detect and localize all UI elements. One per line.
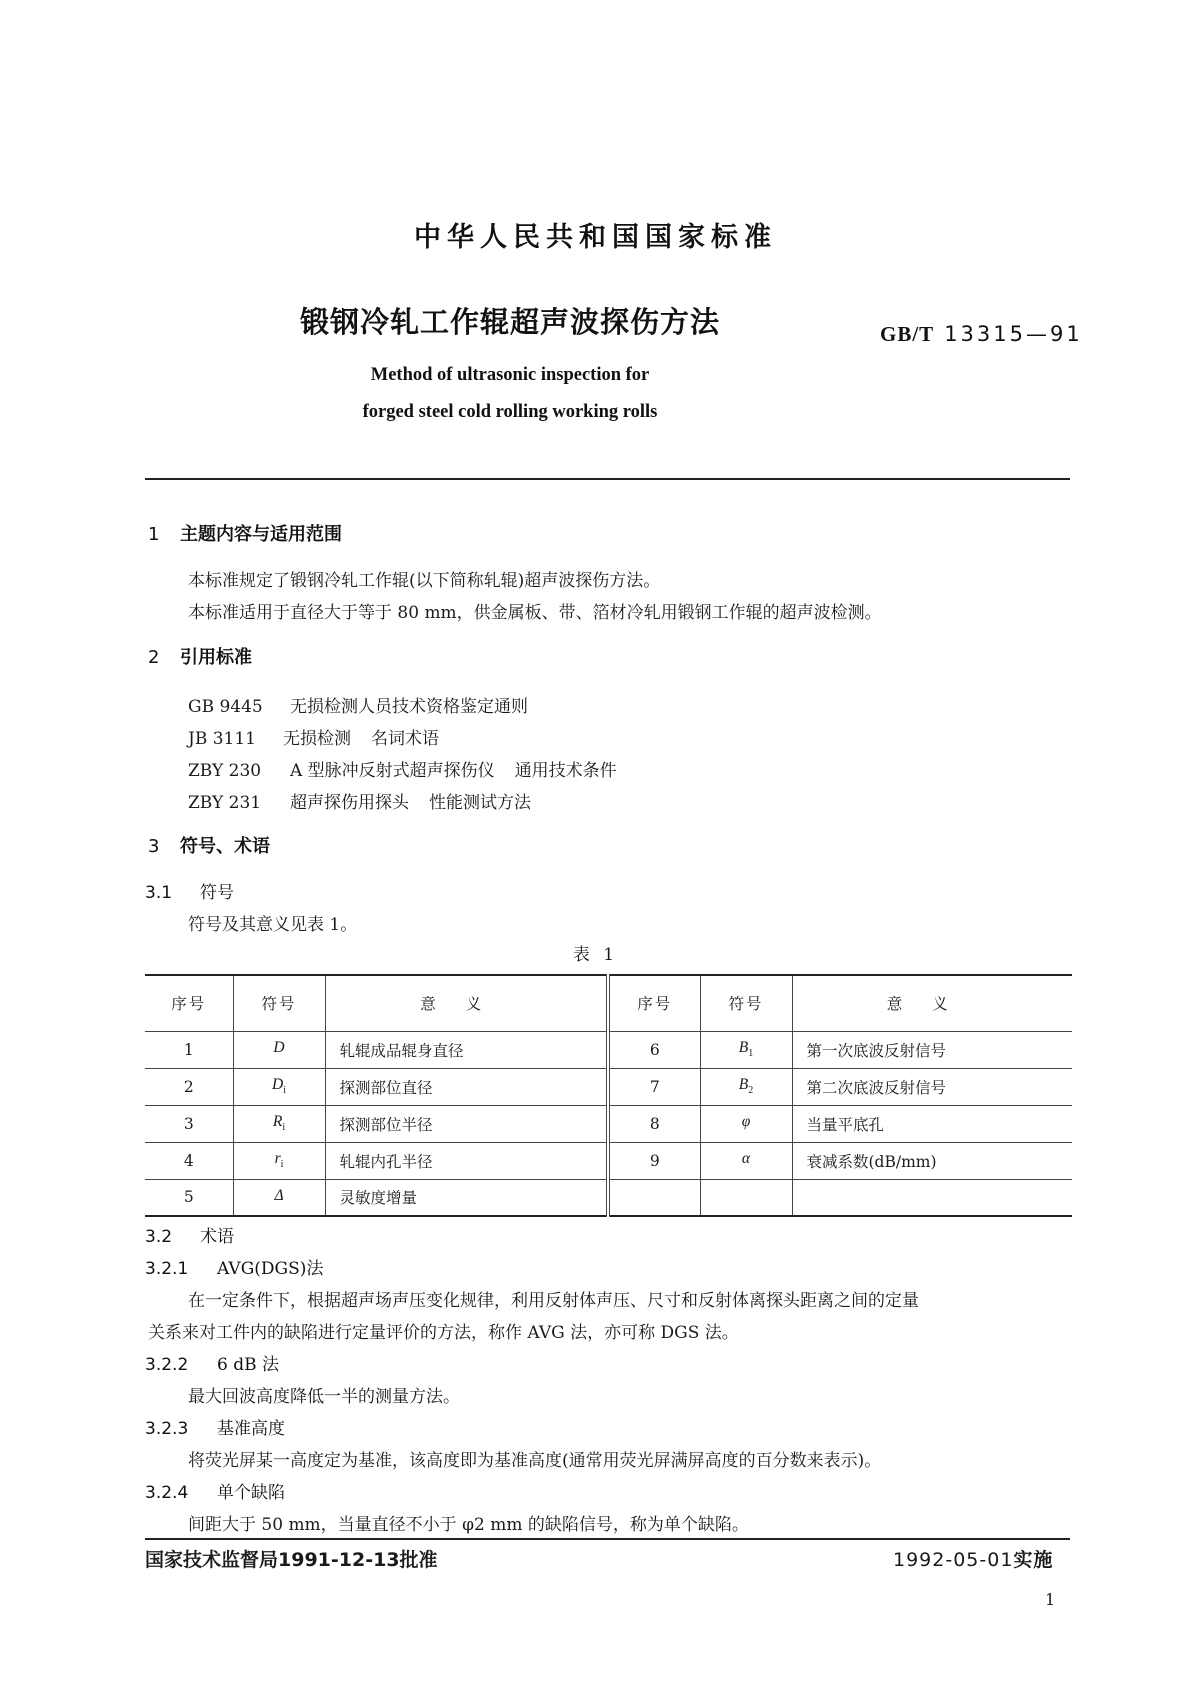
standard-code: 13315—91	[944, 322, 1083, 346]
section-title: 引用标准	[180, 647, 252, 668]
subsection-title: 符号	[200, 883, 234, 903]
title-english-line2: forged steel cold rolling working rolls	[362, 402, 658, 422]
table-caption: 表 1	[572, 945, 619, 965]
section-number: 3	[148, 836, 160, 857]
reference-name: 无损检测人员技术资格鉴定通则	[290, 697, 528, 717]
approval-line: 国家技术监督局1991-12-13批准	[145, 1549, 438, 1571]
section-title: 主题内容与适用范围	[180, 524, 342, 545]
footer-divider	[145, 1538, 1070, 1540]
section-number: 1	[148, 524, 160, 545]
section-2-heading	[148, 643, 252, 669]
cell-meaning: 衰减系数(dB/mm)	[792, 1142, 1072, 1179]
reference-item	[188, 756, 617, 781]
subsection-3-2-1-text-line1: 在一定条件下，根据超声场声压变化规律，利用反射体声压、尺寸和反射体离探头距离之间的定量	[188, 1291, 919, 1311]
subsection-number: 3.2.2	[145, 1355, 189, 1375]
standard-number	[880, 322, 1083, 347]
cell-index: 4	[145, 1142, 233, 1179]
title-chinese: 锻钢冷轧工作辊超声波探伤方法	[300, 305, 721, 339]
page-number: 1	[1045, 1590, 1056, 1609]
section-1-paragraph-1: 本标准规定了锻钢冷轧工作辊(以下简称轧辊)超声波探伤方法。	[188, 571, 661, 591]
table-row	[145, 1105, 1072, 1142]
reference-item	[188, 692, 528, 717]
reference-extra: 名词术语	[371, 729, 439, 749]
subsection-title: AVG(DGS)法	[217, 1259, 324, 1279]
cell-meaning: 探测部位半径	[325, 1105, 608, 1142]
subsection-title: 6 dB 法	[217, 1355, 279, 1375]
table-row	[145, 1142, 1072, 1179]
cell-index: 6	[608, 1031, 700, 1068]
reference-item	[188, 788, 531, 813]
cell-index: 9	[608, 1142, 700, 1179]
subsection-3-2-3-text: 将荧光屏某一高度定为基准，该高度即为基准高度(通常用荧光屏满屏高度的百分数来表示)。	[188, 1451, 882, 1471]
header-divider	[145, 478, 1070, 480]
section-number: 2	[148, 647, 160, 668]
cell-index: 1	[145, 1031, 233, 1068]
cell-symbol: $B_2$	[700, 1068, 792, 1105]
header-symbol: 符号	[233, 975, 325, 1031]
cell-symbol: $B_1$	[700, 1031, 792, 1068]
subsection-3-2-4-text: 间距大于 50 mm，当量直径不小于 φ2 mm 的缺陷信号，称为单个缺陷。	[188, 1515, 749, 1535]
reference-code: ZBY 231	[188, 793, 262, 813]
cell-meaning: 第二次底波反射信号	[792, 1068, 1072, 1105]
subsection-3-2-heading	[145, 1222, 234, 1247]
title-english-line1: Method of ultrasonic inspection for	[370, 365, 650, 385]
section-3-heading	[148, 832, 270, 858]
reference-name: 无损检测	[283, 729, 351, 749]
cell-meaning: 轧辊内孔半径	[325, 1142, 608, 1179]
header-symbol: 符号	[700, 975, 792, 1031]
cell-symbol: φ	[700, 1105, 792, 1142]
cell-meaning: 第一次底波反射信号	[792, 1031, 1072, 1068]
reference-extra: 性能测试方法	[429, 793, 531, 813]
cell-symbol: Δ	[233, 1179, 325, 1216]
header-meaning: 意义	[792, 975, 1072, 1031]
table-row	[145, 1179, 1072, 1216]
header-index: 序号	[608, 975, 700, 1031]
cell-meaning: 轧辊成品辊身直径	[325, 1031, 608, 1068]
reference-name: A 型脉冲反射式超声探伤仪	[290, 761, 495, 781]
subsection-title: 单个缺陷	[217, 1483, 285, 1503]
subsection-3-2-2-heading	[145, 1350, 279, 1375]
cell-index: 7	[608, 1068, 700, 1105]
cell-symbol	[700, 1179, 792, 1216]
effective-line	[893, 1545, 1053, 1572]
cell-index: 2	[145, 1068, 233, 1105]
standard-prefix: GB/T	[880, 322, 935, 346]
reference-item	[188, 724, 439, 749]
effective-date: 1992-05-01	[893, 1549, 1014, 1571]
cell-symbol: α	[700, 1142, 792, 1179]
subsection-3-2-1-heading	[145, 1254, 323, 1279]
subsection-3-1-heading	[145, 878, 234, 903]
cell-symbol: D	[233, 1031, 325, 1068]
reference-name: 超声探伤用探头	[290, 793, 409, 813]
table-row	[145, 1068, 1072, 1105]
cell-meaning: 探测部位直径	[325, 1068, 608, 1105]
reference-code: JB 3111	[188, 729, 256, 749]
cell-index: 3	[145, 1105, 233, 1142]
table-row	[145, 1031, 1072, 1068]
subsection-number: 3.1	[145, 883, 173, 903]
reference-code: ZBY 230	[188, 761, 262, 781]
subsection-3-2-4-heading	[145, 1478, 285, 1503]
cell-index: 8	[608, 1105, 700, 1142]
cell-meaning: 当量平底孔	[792, 1105, 1072, 1142]
subsection-number: 3.2.1	[145, 1259, 189, 1279]
cell-symbol: $r_i$	[233, 1142, 325, 1179]
subsection-title: 术语	[200, 1227, 234, 1247]
reference-code: GB 9445	[188, 697, 263, 717]
subsection-3-2-3-heading	[145, 1414, 285, 1439]
cell-symbol: $D_i$	[233, 1068, 325, 1105]
section-1-heading	[148, 520, 342, 546]
subsection-number: 3.2	[145, 1227, 173, 1247]
header-meaning: 意义	[325, 975, 608, 1031]
section-1-paragraph-2: 本标准适用于直径大于等于 80 mm，供金属板、带、箔材冷轧用锻钢工作辊的超声波检测。	[188, 603, 882, 623]
cell-index: 5	[145, 1179, 233, 1216]
subsection-number: 3.2.3	[145, 1419, 189, 1439]
symbol-table	[145, 974, 1072, 1217]
subsection-number: 3.2.4	[145, 1483, 189, 1503]
subsection-title: 基准高度	[217, 1419, 285, 1439]
subsection-3-1-text: 符号及其意义见表 1。	[188, 915, 358, 935]
subsection-3-2-1-text-line2: 关系来对工件内的缺陷进行定量评价的方法，称作 AVG 法，亦可称 DGS 法。	[148, 1323, 739, 1343]
effective-label: 实施	[1013, 1549, 1054, 1571]
cell-meaning: 灵敏度增量	[325, 1179, 608, 1216]
table-header-row	[145, 975, 1072, 1031]
subsection-3-2-2-text: 最大回波高度降低一半的测量方法。	[188, 1387, 460, 1407]
cell-symbol: $R_i$	[233, 1105, 325, 1142]
national-standard-heading: 中华人民共和国国家标准	[414, 222, 777, 253]
header-index: 序号	[145, 975, 233, 1031]
reference-extra: 通用技术条件	[514, 761, 617, 781]
cell-index	[608, 1179, 700, 1216]
cell-meaning	[792, 1179, 1072, 1216]
section-title: 符号、术语	[180, 836, 270, 857]
